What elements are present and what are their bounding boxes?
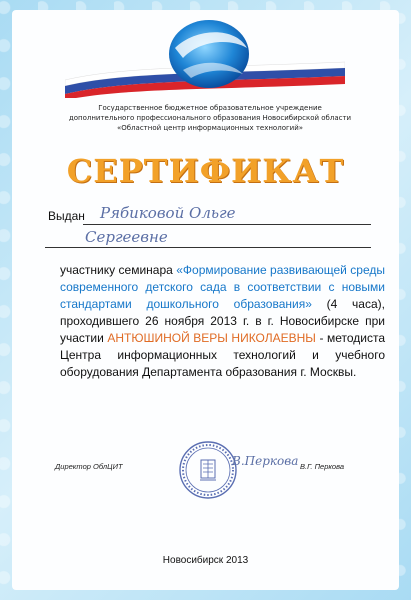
organization-logo [65, 18, 345, 98]
recipient-name-line-1: Рябиковой Ольге [100, 204, 236, 222]
signature-name: В.Г. Перкова [300, 462, 344, 471]
seminar-name: «Формирование развивающей среды современного детского сада в соответствии с новыми стандартами дошкольного образования» [60, 263, 385, 311]
issued-label: Выдан [48, 209, 85, 223]
signature-position: Директор ОблЦИТ [55, 462, 123, 471]
speaker-role: - методиста Центра информационных технологий и учебного оборудования Департамента образования г. Москвы. [60, 331, 386, 379]
organization-name [40, 103, 380, 133]
body-intro: участнику семинара [60, 263, 177, 277]
organization-line-1: Государственное бюджетное образовательное учреждение [98, 104, 322, 112]
handwritten-signature: В.Перкова [232, 454, 299, 468]
organization-line-2: дополнительного профессионального образования Новосибирской области [68, 114, 352, 122]
organization-line-3: «Областной центр информационных технологий» [116, 124, 304, 132]
place-and-year: Новосибирск 2013 [162, 555, 249, 566]
certificate-body [60, 262, 385, 381]
recipient-line-1 [83, 224, 371, 225]
certificate-title: СЕРТИФИКАТ [66, 152, 345, 190]
speaker-name: АНТЮШИНОЙ ВЕРЫ НИКОЛАЕВНЫ [107, 331, 316, 345]
official-seal [178, 440, 238, 500]
recipient-line-2 [45, 247, 371, 248]
recipient-name-line-2: Сергеевне [85, 228, 168, 246]
body-hours: (4 часа), проходившего 26 ноября 2013 г. в г. Новосибирске при участии [60, 297, 385, 345]
